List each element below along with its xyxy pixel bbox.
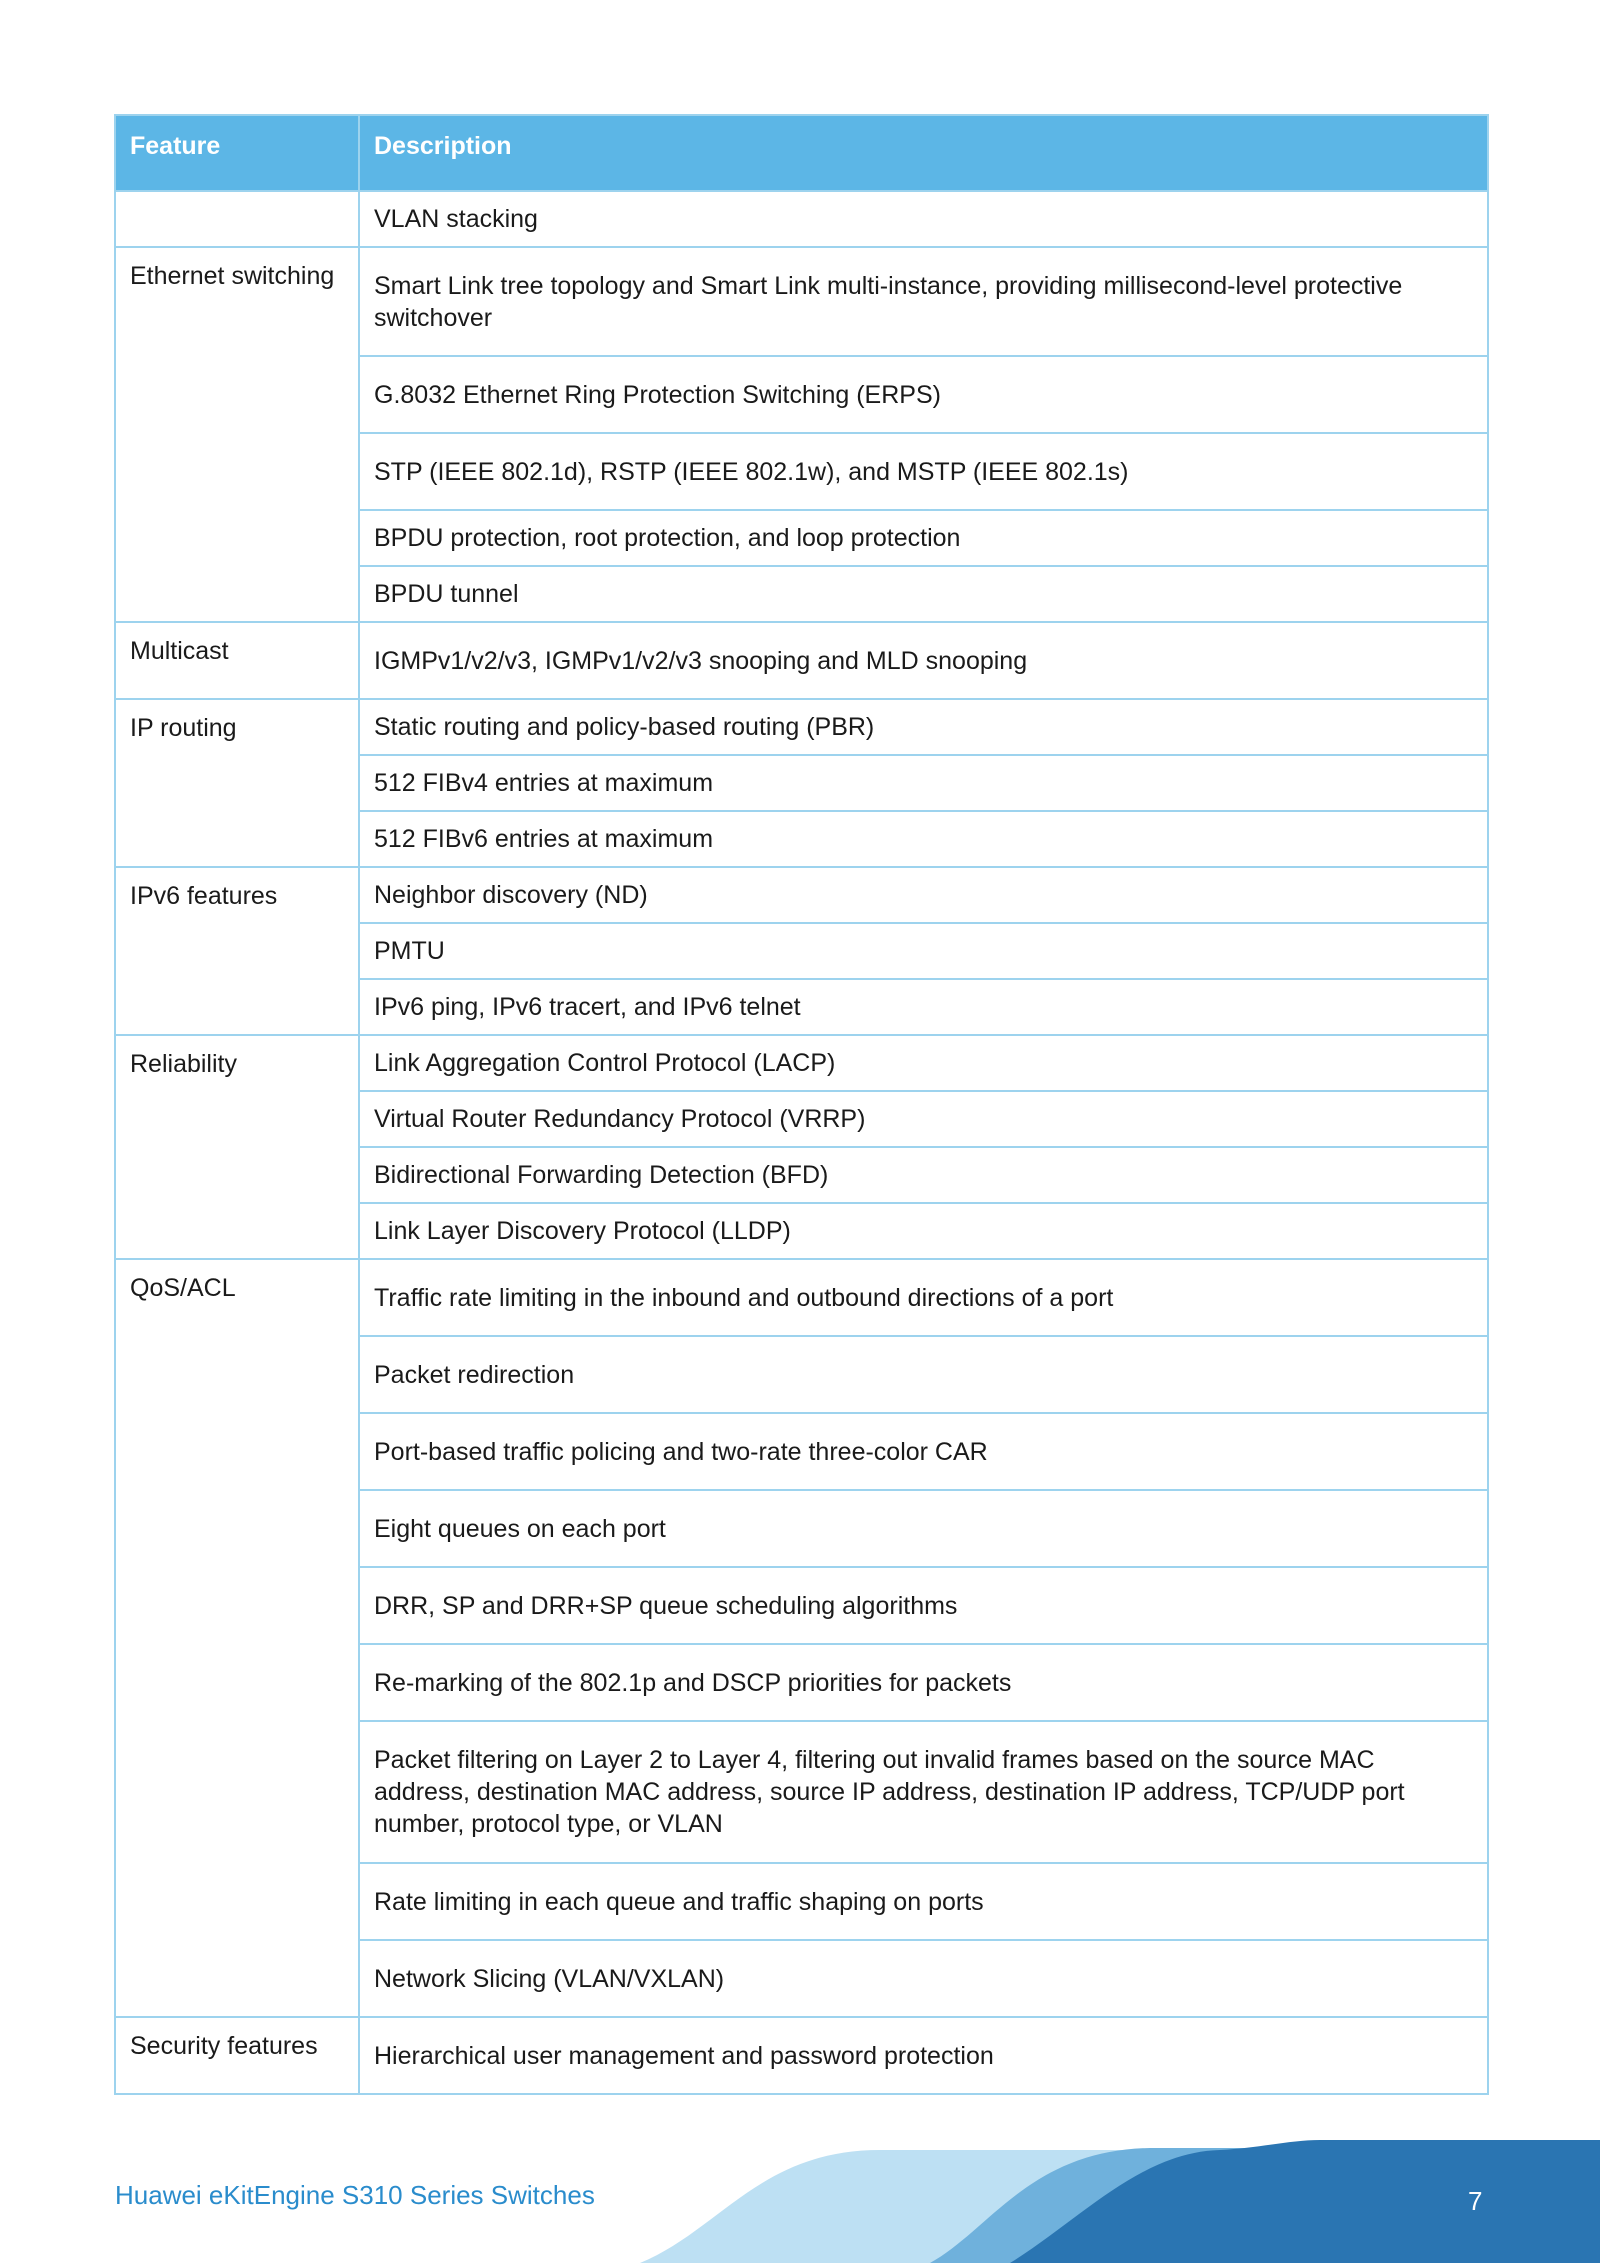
description-cell: IGMPv1/v2/v3, IGMPv1/v2/v3 snooping and MLD snooping [359,622,1488,699]
table-row [115,622,1488,699]
feature-cell: Reliability [115,1035,359,1259]
header-feature: Feature [115,115,359,191]
feature-cell: IP routing [115,699,359,867]
table-header-row [115,115,1488,191]
table-row [115,867,1488,923]
description-cell: BPDU protection, root protection, and loop protection [359,510,1488,566]
table-row [115,699,1488,755]
description-cell: Packet redirection [359,1336,1488,1413]
description-cell: Packet filtering on Layer 2 to Layer 4, filtering out invalid frames based on the source MAC address, destination MAC address, source IP address, destination IP address, TCP/UDP port number, protocol type, or VLAN [359,1721,1488,1863]
description-cell: 512 FIBv4 entries at maximum [359,755,1488,811]
description-cell: Static routing and policy-based routing (PBR) [359,699,1488,755]
feature-table [114,114,1489,2095]
description-cell: Rate limiting in each queue and traffic shaping on ports [359,1863,1488,1940]
footer-document-title: Huawei eKitEngine S310 Series Switches [115,2180,595,2210]
description-cell: Hierarchical user management and password protection [359,2017,1488,2094]
description-cell: DRR, SP and DRR+SP queue scheduling algorithms [359,1567,1488,1644]
description-cell: VLAN stacking [359,191,1488,247]
description-cell: Traffic rate limiting in the inbound and outbound directions of a port [359,1259,1488,1336]
feature-cell-empty [115,191,359,247]
feature-cell: Multicast [115,622,359,699]
description-cell: G.8032 Ethernet Ring Protection Switching (ERPS) [359,356,1488,433]
page-number: 7 [1468,2186,1483,2216]
description-cell: Network Slicing (VLAN/VXLAN) [359,1940,1488,2017]
description-cell: PMTU [359,923,1488,979]
description-cell: 512 FIBv6 entries at maximum [359,811,1488,867]
description-cell: Port-based traffic policing and two-rate three-color CAR [359,1413,1488,1490]
header-description: Description [359,115,1488,191]
description-cell: STP (IEEE 802.1d), RSTP (IEEE 802.1w), and MSTP (IEEE 802.1s) [359,433,1488,510]
description-cell: Virtual Router Redundancy Protocol (VRRP) [359,1091,1488,1147]
description-cell: Smart Link tree topology and Smart Link multi-instance, providing millisecond-level protective switchover [359,247,1488,356]
description-cell: BPDU tunnel [359,566,1488,622]
description-cell: Neighbor discovery (ND) [359,867,1488,923]
table-row [115,191,1488,247]
table-row [115,1259,1488,1336]
feature-cell: Ethernet switching [115,247,359,622]
feature-cell: QoS/ACL [115,1259,359,2017]
table-row [115,2017,1488,2094]
description-cell: Re-marking of the 802.1p and DSCP priorities for packets [359,1644,1488,1721]
feature-cell: IPv6 features [115,867,359,1035]
description-cell: Bidirectional Forwarding Detection (BFD) [359,1147,1488,1203]
description-cell: Eight queues on each port [359,1490,1488,1567]
feature-cell: Security features [115,2017,359,2094]
table-row [115,247,1488,356]
description-cell: Link Aggregation Control Protocol (LACP) [359,1035,1488,1091]
table-row [115,1035,1488,1091]
description-cell: IPv6 ping, IPv6 tracert, and IPv6 telnet [359,979,1488,1035]
description-cell: Link Layer Discovery Protocol (LLDP) [359,1203,1488,1259]
